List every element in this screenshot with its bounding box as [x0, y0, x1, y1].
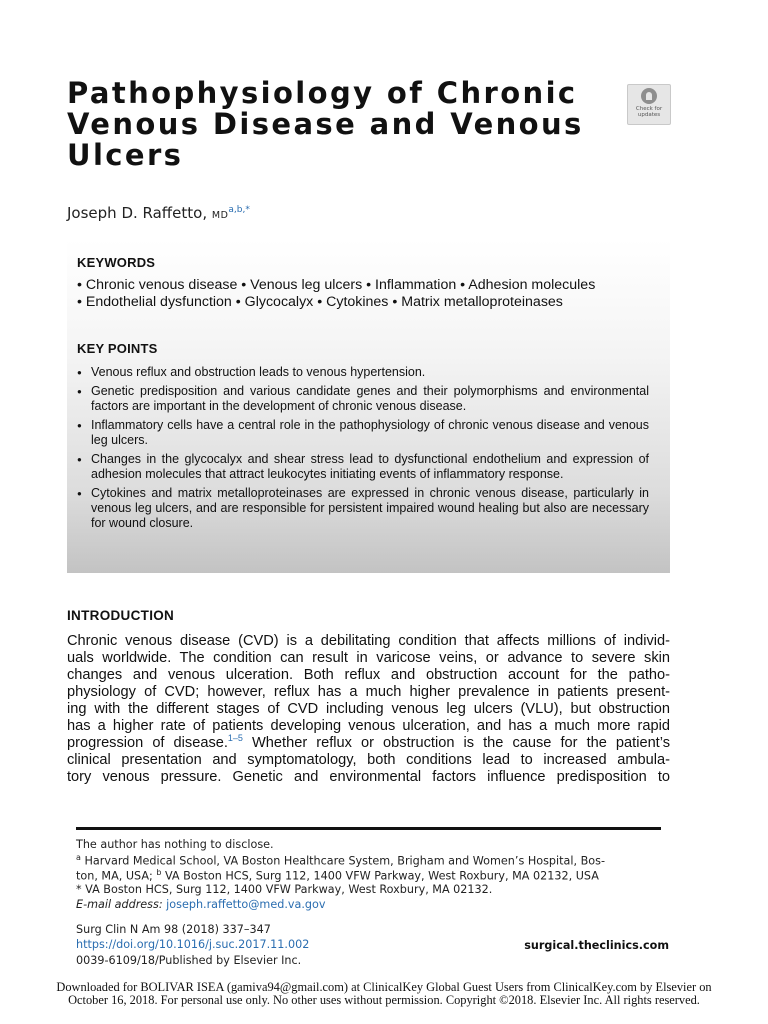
download-notice-line: October 16, 2018. For personal use only. No other uses without permission. Copyright ©2018. Elsevier Inc. All rights reserved.	[68, 993, 700, 1007]
affiliation-mark: b	[156, 868, 162, 877]
key-points-list	[77, 365, 649, 535]
article-title	[67, 78, 627, 171]
author-line	[67, 204, 250, 222]
author-affiliation-marks[interactable]: a,b,*	[228, 205, 250, 215]
intro-line: physiology of CVD; however, reflux has a much higher prevalence in patients present-	[67, 684, 670, 700]
bookmark-icon	[641, 88, 657, 104]
author-name: Joseph D. Raffetto,	[67, 204, 208, 222]
affiliation-text: ton, MA, USA;	[76, 869, 153, 883]
key-point-item: ● Venous reflux and obstruction leads to venous hypertension.	[77, 365, 649, 380]
email-label: E-mail address:	[76, 898, 163, 911]
keywords-line: • Chronic venous disease • Venous leg ulcers • Inflammation • Adhesion molecules	[77, 277, 596, 293]
journal-citation: Surg Clin N Am 98 (2018) 337–347	[76, 923, 271, 936]
key-point-item: ● Genetic predisposition and various candidate genes and their polymorphisms and environmental factors are important in the development of chronic venous disease.	[77, 384, 649, 414]
intro-line: tory venous pressure. Genetic and environmental factors influence predisposition to	[67, 769, 670, 785]
key-point-item: ● Changes in the glycocalyx and shear stress lead to dysfunctional endothelium and expression of adhesion molecules that attract leukocytes initiating events of inflammatory response.	[77, 452, 649, 482]
badge-label: Check for updates	[635, 106, 663, 118]
intro-line: uals worldwide. The condition can result in varicose veins, or advance to severe skin	[67, 650, 670, 666]
intro-line: ing with the different stages of CVD including venous leg ulcers (VLU), but obstruction	[67, 701, 670, 717]
doi-text[interactable]: https://doi.org/10.1016/j.suc.2017.11.002	[76, 938, 310, 951]
affiliation-text: Harvard Medical School, VA Boston Healthcare System, Brigham and Women’s Hospital, Bos-	[84, 854, 605, 868]
check-for-updates-button[interactable]	[627, 84, 671, 125]
author-degree: MD	[211, 210, 229, 221]
journal-site-link[interactable]: surgical.theclinics.com	[524, 939, 669, 952]
title-line: Ulcers	[67, 138, 184, 172]
intro-line: changes and venous ulceration. Both reflux and obstruction account for the patho-	[67, 667, 670, 683]
introduction-heading: INTRODUCTION	[67, 608, 175, 623]
key-point-item: ● Inflammatory cells have a central role in the pathophysiology of chronic venous disease and venous leg ulcers.	[77, 418, 649, 448]
intro-line-with-citation	[67, 735, 670, 752]
keywords-heading: KEYWORDS	[77, 255, 156, 270]
email-line	[76, 898, 666, 911]
intro-line: Chronic venous disease (CVD) is a debilitating condition that affects millions of individ-	[67, 633, 670, 649]
introduction-body	[67, 633, 670, 786]
download-notice-line: Downloaded for BOLIVAR ISEA (gamiva94@gmail.com) at ClinicalKey Global Guest Users from ClinicalKey.com by Elsevier on	[56, 980, 712, 994]
issn-line: 0039-6109/18/Published by Elsevier Inc.	[76, 954, 302, 967]
doi-link[interactable]	[76, 938, 309, 951]
footnote-divider	[76, 827, 661, 830]
key-point-item: ● Cytokines and matrix metalloproteinases are expressed in chronic venous disease, particularly in venous leg ulcers, and are responsible for persistent impaired wound healing but also are necessary for wound closure.	[77, 486, 649, 531]
intro-line: clinical presentation and symptomatology, both conditions lead to increased ambula-	[67, 752, 670, 768]
affiliation-a	[76, 853, 666, 868]
affiliation-b	[76, 868, 666, 883]
corresponding-address: * VA Boston HCS, Surg 112, 1400 VFW Parkway, West Roxbury, MA 02132.	[76, 883, 493, 896]
key-points-heading: KEY POINTS	[77, 341, 158, 356]
title-line: Venous Disease and Venous	[67, 107, 584, 141]
intro-line-part: Whether reflux or obstruction is the cause for the patient’s	[252, 735, 671, 751]
keywords-line: • Endothelial dysfunction • Glycocalyx • Cytokines • Matrix metalloproteinases	[77, 294, 563, 310]
abstract-box	[67, 239, 670, 573]
email-link[interactable]: joseph.raffetto@med.va.gov	[166, 898, 326, 911]
title-line: Pathophysiology of Chronic	[67, 76, 578, 110]
intro-line: has a higher rate of patients developing venous ulceration, and has a much more rapid	[67, 718, 670, 734]
affiliation-text: VA Boston HCS, Surg 112, 1400 VFW Parkway, West Roxbury, MA 02132, USA	[164, 869, 599, 883]
intro-line-part: progression of disease.	[67, 735, 228, 751]
citation-link[interactable]: 1–5	[227, 733, 243, 744]
disclosure: The author has nothing to disclose.	[76, 838, 274, 851]
affiliation-mark: a	[76, 853, 81, 862]
